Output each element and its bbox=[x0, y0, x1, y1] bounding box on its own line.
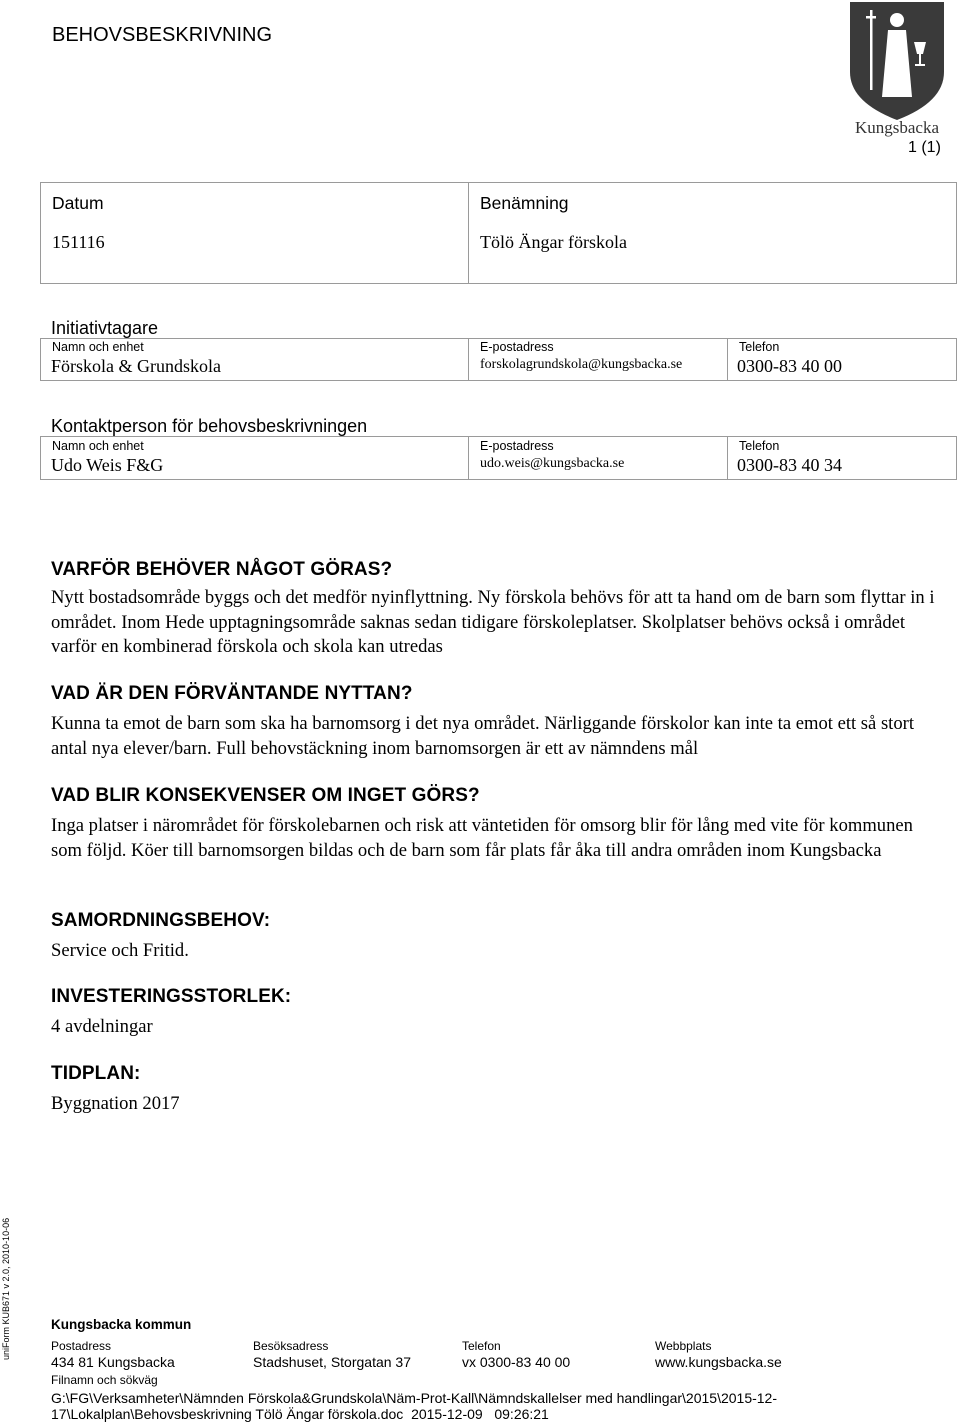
section-heading: VAD ÄR DEN FÖRVÄNTANDE NYTTAN? bbox=[51, 683, 413, 704]
footer-org: Kungsbacka kommun bbox=[51, 1317, 192, 1332]
box-divider bbox=[727, 436, 728, 480]
box-divider bbox=[727, 338, 728, 381]
footer-web-value[interactable]: www.kungsbacka.se bbox=[655, 1354, 782, 1370]
contact-phone-label: Telefon bbox=[739, 439, 780, 453]
page-number: 1 (1) bbox=[908, 139, 941, 156]
section-body: 4 avdelningar bbox=[51, 1016, 153, 1037]
contact-title: Kontaktperson för behovsbeskrivningen bbox=[51, 416, 368, 436]
designation-label: Benämning bbox=[480, 193, 569, 213]
initiator-title: Initiativtagare bbox=[51, 318, 159, 338]
contact-unit-value: Udo Weis F&G bbox=[51, 455, 164, 475]
section-body: Inga platser i närområdet för förskolebarnen och risk att väntetiden för omsorg blir för lång med vite för kommunen som följd. Köer till barnomsorgen bildas och de barn som får plats får åka till andra områden inom Kungsbacka bbox=[51, 815, 913, 861]
footer-web-label: Webbplats bbox=[655, 1339, 712, 1353]
footer-path-label: Filnamn och sökväg bbox=[51, 1373, 158, 1387]
contact-email-label: E-postadress bbox=[480, 439, 554, 453]
kungsbacka-logo bbox=[842, 2, 952, 137]
form-version-note: uniForm KUB671 v 2.0, 2010-10-06 bbox=[1, 1217, 11, 1360]
section-body: Kunna ta emot de barn som ska ha barnomsorg i det nya området. Närliggande förskolor kan inte ta emot ett så stort antal nya elever/barn. Full behovstäckning inom barnomsorgen är ett av nämndens mål bbox=[51, 713, 915, 759]
box-divider bbox=[468, 436, 469, 480]
section-heading: VARFÖR BEHÖVER NÅGOT GÖRAS? bbox=[51, 559, 393, 580]
footer-path-line-2: 17\Lokalplan\Behovsbeskrivning Tölö Ängar förskola.doc 2015-12-09 09:26:21 bbox=[51, 1406, 549, 1422]
section-heading: SAMORDNINGSBEHOV: bbox=[51, 910, 271, 931]
initiator-email-value: forskolagrundskola@kungsbacka.se bbox=[480, 357, 683, 372]
footer-phone-value: vx 0300-83 40 00 bbox=[462, 1354, 571, 1370]
section-body: Service och Fritid. bbox=[51, 940, 189, 961]
footer-postal-label: Postadress bbox=[51, 1339, 112, 1353]
date-label: Datum bbox=[52, 193, 104, 213]
coat-of-arms-icon bbox=[842, 2, 952, 137]
date-value: 151116 bbox=[52, 232, 105, 252]
contact-unit-label: Namn och enhet bbox=[52, 439, 144, 453]
section-heading: INVESTERINGSSTORLEK: bbox=[51, 986, 292, 1007]
footer-visit-label: Besöksadress bbox=[253, 1339, 329, 1353]
document-title: BEHOVSBESKRIVNING bbox=[52, 24, 273, 46]
initiator-unit-label: Namn och enhet bbox=[52, 340, 144, 354]
footer-path-line-1: G:\FG\Verksamheter\Nämnden Förskola&Grundskola\Näm-Prot-Kall\Nämndskallelser med handlingar\2015\2015-12- bbox=[51, 1390, 777, 1406]
section-body: Byggnation 2017 bbox=[51, 1093, 180, 1114]
contact-phone-value: 0300-83 40 34 bbox=[737, 455, 842, 475]
contact-email-value: udo.weis@kungsbacka.se bbox=[480, 456, 625, 471]
section-body: Nytt bostadsområde byggs och det medför nyinflyttning. Ny förskola behövs för att ta hand om de barn som flyttar in i området. Inom Hede upptagningsområde saknas sedan tidigare förskoleplatser. Skolplatser behövs också i området varför en kombinerad förskola och skola kan utredas bbox=[51, 587, 935, 657]
initiator-email-label: E-postadress bbox=[480, 340, 554, 354]
initiator-phone-label: Telefon bbox=[739, 340, 780, 354]
box-divider bbox=[468, 182, 469, 284]
section-heading: TIDPLAN: bbox=[51, 1063, 141, 1084]
box-divider bbox=[468, 338, 469, 381]
footer-phone-label: Telefon bbox=[462, 1339, 501, 1353]
initiator-phone-value: 0300-83 40 00 bbox=[737, 356, 842, 376]
designation-value: Tölö Ängar förskola bbox=[480, 232, 627, 252]
footer-visit-value: Stadshuset, Storgatan 37 bbox=[253, 1354, 411, 1370]
initiator-unit-value: Förskola & Grundskola bbox=[51, 356, 221, 376]
footer-postal-value: 434 81 Kungsbacka bbox=[51, 1354, 175, 1370]
section-heading: VAD BLIR KONSEKVENSER OM INGET GÖRS? bbox=[51, 785, 480, 806]
logo-wordmark: Kungsbacka bbox=[854, 118, 940, 137]
